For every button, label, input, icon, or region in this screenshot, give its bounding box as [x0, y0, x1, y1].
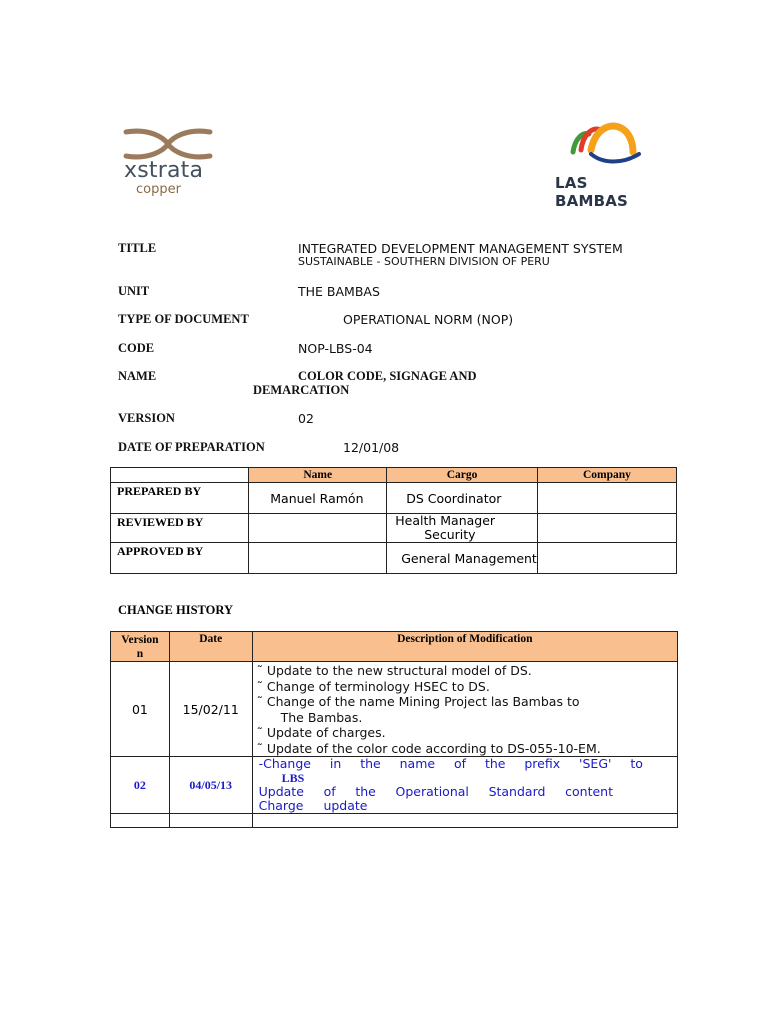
reviewed-by-cargo	[387, 514, 538, 543]
history-item	[257, 741, 677, 757]
approval-header-company: Company	[537, 468, 676, 483]
las-bambas-logo	[555, 120, 665, 210]
prepared-by-name: Manuel Ramón	[249, 483, 387, 514]
code-value: NOP-LBS-04	[298, 341, 373, 356]
approval-row-prepared	[111, 483, 677, 514]
word: of	[323, 784, 336, 799]
date-label: DATE OF PREPARATION	[118, 440, 265, 454]
bullet-glyph: ˜	[256, 663, 263, 678]
history-item-text: Update to the new structural model of DS.	[266, 663, 532, 678]
approved-by-cargo: General Management	[387, 543, 538, 574]
word: the	[484, 756, 506, 771]
reviewed-by-label: REVIEWED BY	[111, 514, 249, 543]
history-header-description: Description of Modification	[252, 632, 677, 662]
history-item	[257, 725, 677, 741]
change-history-table	[110, 631, 678, 828]
history-header-row	[111, 632, 678, 662]
history-02-line2: LBS	[281, 771, 305, 785]
word: Standard	[488, 784, 546, 799]
bullet-glyph: ˜	[256, 740, 263, 756]
approval-table	[110, 467, 677, 574]
history-item-text: Update of charges.	[266, 725, 386, 740]
doc-type-label: TYPE OF DOCUMENT	[118, 312, 249, 326]
word: prefix	[524, 756, 561, 771]
name-value-line2: DEMARCATION	[253, 383, 350, 397]
bullet-glyph: ˜	[256, 694, 263, 709]
history-empty-cell	[111, 814, 170, 828]
title-label: TITLE	[118, 241, 157, 255]
history-item-continuation: The Bambas.	[280, 709, 363, 725]
word: in	[329, 756, 342, 771]
history-02-line1	[259, 757, 643, 771]
history-item	[257, 679, 677, 695]
history-row-01-version: 01	[111, 662, 170, 757]
history-header-version-line2: n	[136, 648, 144, 660]
history-row-01-description	[252, 662, 677, 757]
history-row-02	[111, 757, 678, 814]
code-label: CODE	[118, 341, 155, 355]
name-label: NAME	[118, 369, 157, 383]
date-value: 12/01/08	[343, 440, 400, 455]
history-item-text: Change of terminology HSEC to DS.	[266, 678, 490, 694]
word: the	[355, 784, 376, 799]
approval-header-row	[111, 468, 677, 483]
unit-value: THE BAMBAS	[298, 284, 380, 299]
word: Operational	[395, 784, 469, 799]
word: 'SEG'	[579, 756, 612, 771]
change-history-title: CHANGE HISTORY	[118, 603, 233, 617]
version-label: VERSION	[118, 411, 175, 425]
history-header-date: Date	[169, 632, 252, 662]
approval-row-approved	[111, 543, 677, 574]
word: to	[630, 756, 643, 771]
reviewed-by-name	[249, 514, 387, 543]
history-02-line4	[259, 799, 643, 813]
approval-row-reviewed	[111, 514, 677, 543]
approval-header-blank	[111, 468, 249, 483]
word: content	[565, 784, 613, 799]
word: of	[453, 756, 467, 771]
word: -Change	[258, 756, 311, 771]
bullet-glyph: ˜	[256, 725, 263, 740]
reviewed-by-company	[537, 514, 676, 543]
history-row-02-version: 02	[111, 757, 170, 814]
history-header-version-line1: Version	[121, 634, 159, 646]
history-item	[257, 694, 677, 710]
history-item-text: Change of the name Mining Project las Bambas to	[266, 694, 580, 709]
history-item	[257, 663, 677, 679]
reviewed-by-cargo-line1: Health Manager	[395, 513, 496, 528]
title-value: INTEGRATED DEVELOPMENT MANAGEMENT SYSTEM	[298, 241, 623, 256]
history-empty-cell	[252, 814, 677, 828]
version-value: 02	[298, 411, 314, 426]
bullet-glyph: ˜	[256, 678, 263, 694]
history-empty-cell	[169, 814, 252, 828]
doc-type-value: OPERATIONAL NORM (NOP)	[343, 312, 514, 327]
xstrata-logo	[120, 126, 216, 202]
word: the	[360, 756, 381, 771]
word: Charge	[258, 798, 304, 813]
history-02-line3	[259, 785, 677, 799]
xstrata-wordmark: xstrata	[124, 158, 204, 183]
approved-by-name	[249, 543, 387, 574]
word: Update	[258, 784, 304, 799]
word: name	[399, 756, 436, 771]
reviewed-by-cargo-line2: Security	[424, 527, 476, 542]
word: update	[323, 798, 368, 813]
history-row-02-description	[252, 757, 677, 814]
history-row-empty	[111, 814, 678, 828]
approval-header-cargo: Cargo	[387, 468, 538, 483]
approved-by-company	[537, 543, 676, 574]
xstrata-swoosh-icon	[120, 126, 216, 162]
las-bambas-arcs-icon	[569, 120, 643, 168]
xstrata-subtitle: copper	[136, 182, 181, 197]
unit-label: UNIT	[118, 284, 150, 298]
approval-header-name: Name	[249, 468, 387, 483]
title-value-line2: SUSTAINABLE - SOUTHERN DIVISION OF PERU	[298, 255, 550, 268]
prepared-by-company	[537, 483, 676, 514]
prepared-by-cargo: DS Coordinator	[387, 483, 538, 514]
name-value-line1: COLOR CODE, SIGNAGE AND	[298, 369, 477, 383]
history-item-text: Update of the color code according to DS-055-10-EM.	[266, 740, 601, 756]
history-header-version	[111, 632, 170, 662]
approved-by-label: APPROVED BY	[111, 543, 249, 574]
history-row-02-date: 04/05/13	[169, 757, 252, 814]
las-bambas-wordmark: LAS BAMBAS	[555, 174, 629, 210]
prepared-by-label: PREPARED BY	[111, 483, 249, 514]
history-row-01-date: 15/02/11	[169, 662, 252, 757]
history-row-01	[111, 662, 678, 757]
